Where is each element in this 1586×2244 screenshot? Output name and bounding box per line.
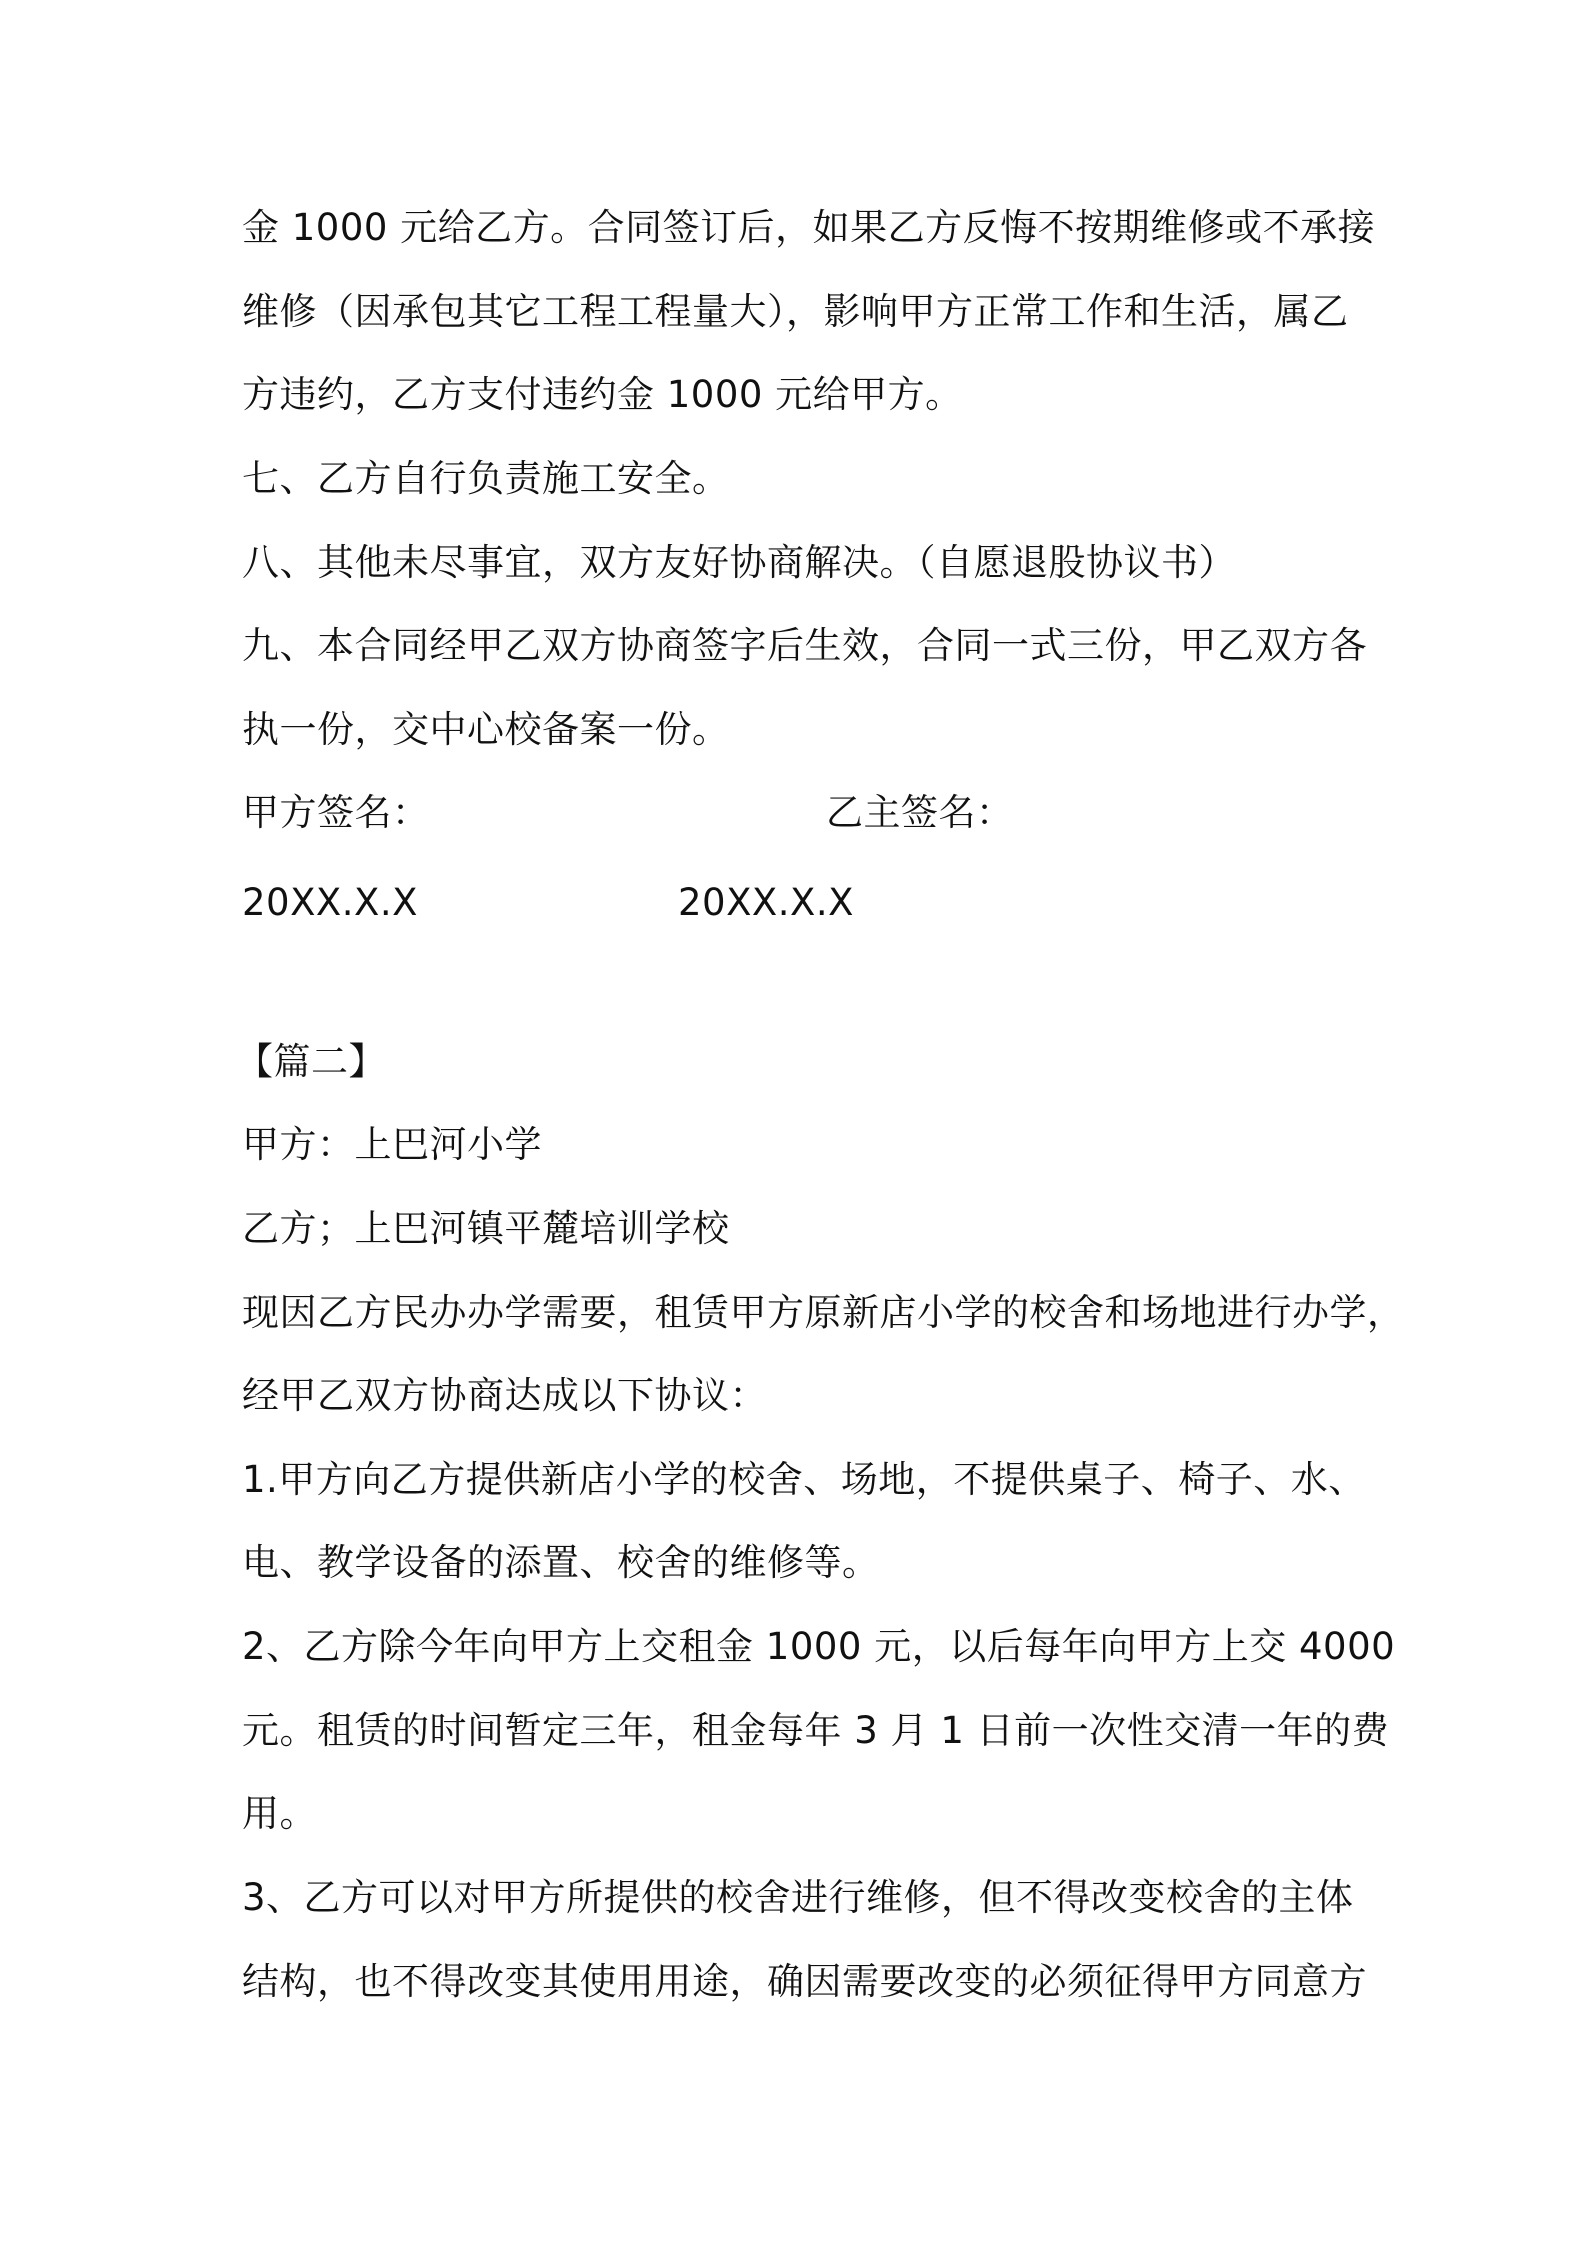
party-a-line: 甲方：上巴河小学 [242,1123,542,1166]
clause-two: 2、乙方除今年向甲方上交租金 1000 元，以后每年向甲方上交 4000 [242,1625,1396,1668]
clause-seven: 七、乙方自行负责施工安全。 [242,457,730,500]
date-party-a: 20XX.X.X [242,881,418,924]
paragraph-line: 现因乙方民办办学需要，租赁甲方原新店小学的校舍和场地进行办学， [242,1291,1405,1334]
signature-party-a-label: 甲方签名： [242,791,430,834]
paragraph-line: 金 1000 元给乙方。合同签订后，如果乙方反悔不按期维修或不承接 [242,206,1376,249]
party-b-line: 乙方；上巴河镇平麓培训学校 [242,1207,730,1250]
clause-eight: 八、其他未尽事宜，双方友好协商解决。（自愿退股协议书） [242,541,1236,584]
date-party-b: 20XX.X.X [678,881,854,924]
section-heading: 【篇二】 [236,1040,386,1083]
paragraph-line: 执一份，交中心校备案一份。 [242,708,730,751]
paragraph-line: 维修（因承包其它工程工程量大），影响甲方正常工作和生活，属乙 [242,290,1349,333]
paragraph-line: 电、教学设备的添置、校舍的维修等。 [242,1541,880,1584]
paragraph-line: 元。租赁的时间暂定三年，租金每年 3 月 1 日前一次性交清一年的费 [242,1709,1390,1752]
paragraph-line: 用。 [242,1792,317,1835]
paragraph-line: 经甲乙双方协商达成以下协议： [242,1374,767,1417]
paragraph-line: 结构，也不得改变其使用用途，确因需要改变的必须征得甲方同意方 [242,1960,1367,2003]
clause-nine: 九、本合同经甲乙双方协商签字后生效，合同一式三份，甲乙双方各 [242,624,1367,667]
signature-party-b-label: 乙主签名： [826,791,1014,834]
paragraph-line: 方违约，乙方支付违约金 1000 元给甲方。 [242,373,963,416]
clause-one: 1.甲方向乙方提供新店小学的校舍、场地，不提供桌子、椅子、水、 [242,1458,1366,1501]
clause-three: 3、乙方可以对甲方所提供的校舍进行维修，但不得改变校舍的主体 [242,1876,1354,1919]
